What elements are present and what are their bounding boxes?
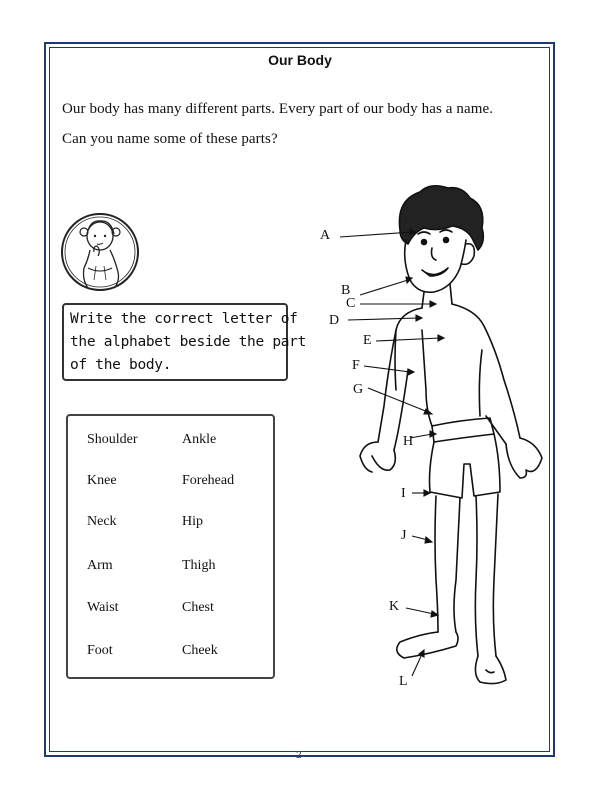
instruction-line-3: of the body.: [70, 357, 172, 373]
label-b: B: [341, 283, 351, 298]
label-f: F: [352, 358, 360, 373]
word-forehead: Forehead: [182, 473, 235, 488]
word-thigh: Thigh: [182, 558, 216, 573]
word-cheek: Cheek: [182, 643, 218, 658]
label-k: K: [389, 599, 400, 614]
page-title: Our Body: [268, 52, 332, 68]
page-number: 2: [296, 750, 302, 761]
word-foot: Foot: [87, 643, 113, 658]
thinking-girl-illustration: [60, 208, 140, 296]
instruction-line-1: Write the correct letter of: [70, 311, 298, 327]
label-h: H: [403, 434, 414, 449]
label-j: J: [401, 528, 407, 543]
word-shoulder: Shoulder: [87, 432, 138, 447]
label-d: D: [329, 313, 340, 328]
word-chest: Chest: [182, 600, 214, 615]
intro-line-1: Our body has many different parts. Every part of our body has a name.: [62, 101, 494, 117]
instruction-line-2: the alphabet beside the part: [70, 334, 307, 350]
word-neck: Neck: [87, 514, 117, 529]
label-g: G: [353, 382, 364, 397]
word-ankle: Ankle: [182, 432, 217, 447]
label-i: I: [401, 486, 406, 501]
label-c: C: [346, 296, 356, 311]
word-waist: Waist: [87, 600, 119, 615]
word-bank-box: [66, 414, 275, 679]
intro-line-2: Can you name some of these parts?: [62, 131, 278, 147]
boy-body-illustration: [300, 180, 560, 700]
label-l: L: [399, 674, 408, 689]
word-arm: Arm: [87, 558, 113, 573]
label-e: E: [363, 333, 372, 348]
word-hip: Hip: [182, 514, 203, 529]
word-knee: Knee: [87, 473, 117, 488]
label-a: A: [320, 228, 331, 243]
instruction-box: [62, 303, 307, 381]
